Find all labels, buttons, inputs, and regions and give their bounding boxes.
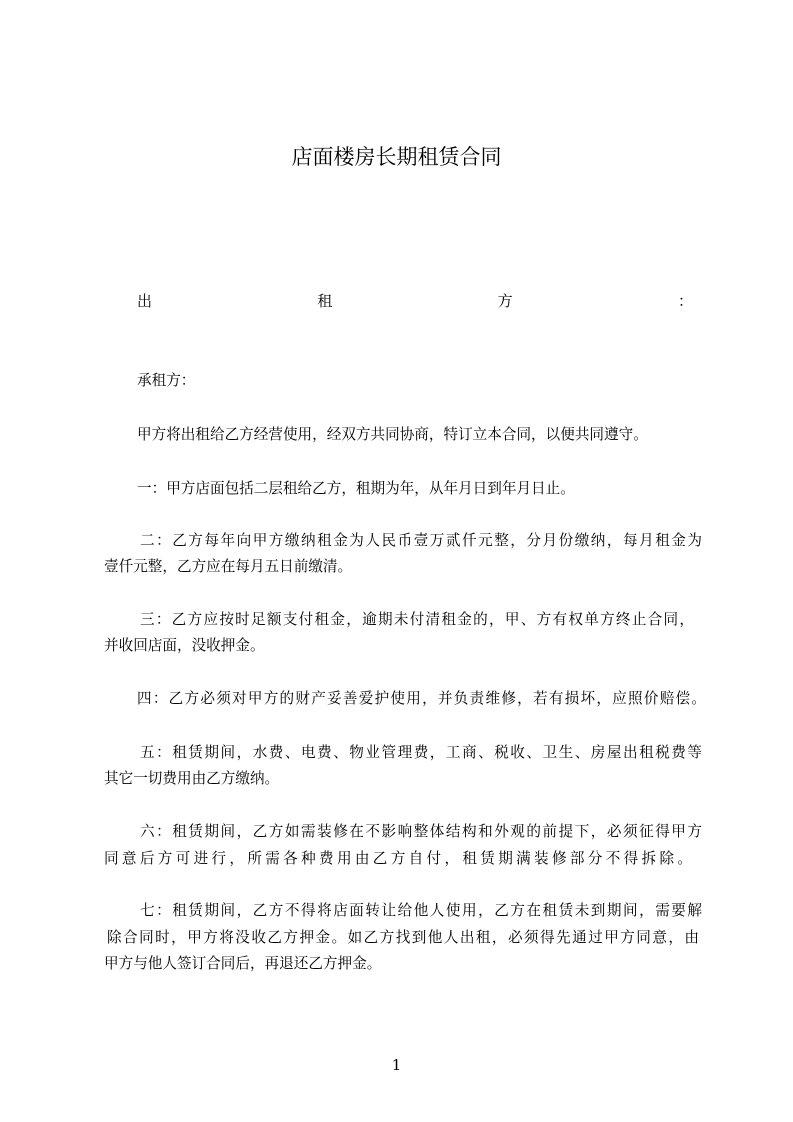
clause-3-line-1: 三：乙方应按时足额支付租金，逾期未付清租金的，甲、方有权单方终止合同， [140,611,694,628]
lessor-char: 出 [137,292,153,310]
clause-6-line-2: 同意后方可进行，所需各种费用由乙方自付，租赁期满装修部分不得拆除。 [104,850,692,867]
lessor-char: ： [677,292,693,310]
page-number: 1 [391,1056,402,1074]
clause-3-line-2: 并收回店面，没收押金。 [104,637,265,654]
document-title: 店面楼房长期租赁合同 [291,145,502,169]
clause-5-line-2: 其它一切费用由乙方缴纳。 [104,770,280,787]
clause-7-line-2: 除合同时，甲方将没收乙方押金。如乙方找到他人出租，必须得先通过甲方同意，由 [107,929,699,946]
lessor-char: 方 [497,292,513,310]
clause-2-line-2: 壹仟元整，乙方应在每月五日前缴清。 [104,558,353,575]
clause-5-line-1: 五：租赁期间，水费、电费、物业管理费，工商、税收、卫生、房屋出租税费等 [140,744,702,761]
clause-1: 一：甲方店面包括二层租给乙方，租期为年，从年月日到年月日止。 [137,480,575,497]
clause-2-line-1: 二：乙方每年向甲方缴纳租金为人民币壹万贰仟元整，分月份缴纳，每月租金为 [140,532,702,549]
clause-4: 四：乙方必须对甲方的财产妥善爱护使用，并负责维修，若有损坏，应照价赔偿。 [137,690,706,707]
intro-paragraph: 甲方将出租给乙方经营使用，经双方共同协商，特订立本合同，以便共同遵守。 [137,426,648,443]
clause-6-line-1: 六：租赁期间，乙方如需装修在不影响整体结构和外观的前提下，必须征得甲方 [140,823,702,840]
clause-7-line-3: 甲方与他人签订合同后，再退还乙方押金。 [104,955,382,972]
lessor-line [137,290,693,312]
lessee-label: 承租方： [137,372,196,389]
lessor-char: 租 [317,292,333,310]
clause-7-line-1: 七：租赁期间，乙方不得将店面转让给他人使用，乙方在租赁未到期间，需要解 [140,902,702,919]
